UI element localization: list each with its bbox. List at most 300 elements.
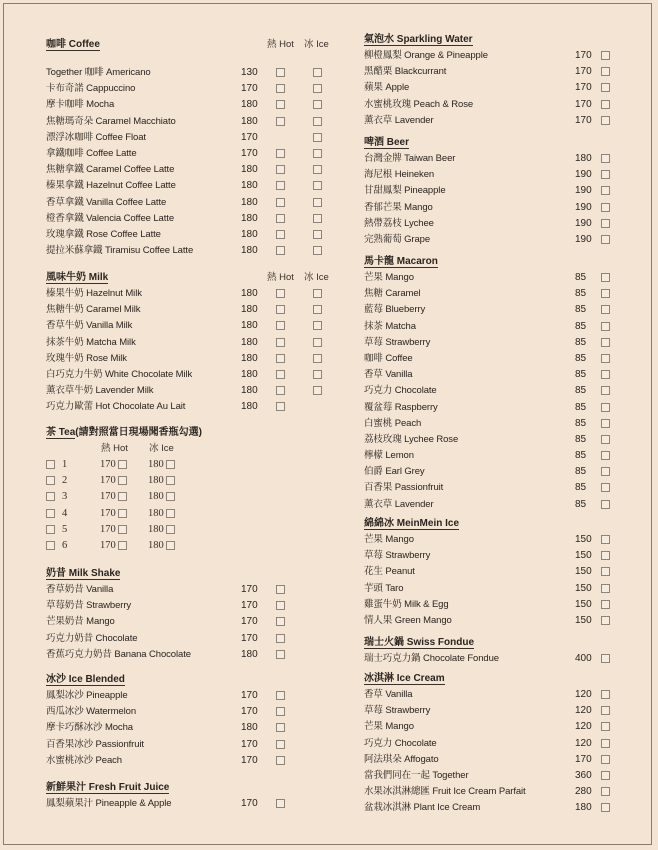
menu-item-row — [46, 737, 336, 753]
item-name: 水果冰淇淋總匯 Fruit Ice Cream Parfait — [364, 786, 526, 798]
menu-item-row — [46, 631, 336, 647]
tea-ice-price: 180 — [148, 523, 164, 535]
item-name: 香草 Vanilla — [364, 689, 413, 700]
order-checkbox[interactable] — [601, 435, 610, 444]
order-checkbox[interactable] — [276, 756, 285, 765]
item-name: Together 咖啡 Americano — [46, 67, 151, 78]
order-checkbox[interactable] — [601, 567, 610, 576]
hot-checkbox[interactable] — [276, 181, 285, 190]
item-name: 鳳梨蘋果汁 Pineapple & Apple — [46, 798, 172, 809]
order-checkbox[interactable] — [276, 740, 285, 749]
item-name: 西瓜冰沙 Watermelon — [46, 706, 136, 718]
item-name: 香草拿鐵 Vanilla Coffee Latte — [46, 196, 167, 208]
hot-checkbox[interactable] — [276, 117, 285, 126]
order-checkbox[interactable] — [276, 634, 285, 643]
item-price: 170 — [241, 690, 258, 701]
tea-number: 4 — [62, 507, 68, 519]
tea-hot-price: 170 — [100, 539, 116, 551]
menu-item-row — [364, 113, 624, 129]
item-price: 170 — [575, 753, 592, 765]
tea-ice-checkbox[interactable] — [166, 476, 175, 485]
item-name: 摩卡咖啡 Mocha — [46, 99, 115, 111]
order-checkbox[interactable] — [601, 551, 610, 560]
menu-item-row — [364, 286, 624, 302]
menu-item-row — [46, 753, 336, 769]
item-price: 190 — [575, 185, 592, 197]
order-checkbox[interactable] — [601, 483, 610, 492]
item-price: 180 — [241, 385, 258, 397]
ice-checkbox[interactable] — [313, 338, 322, 347]
item-name: 草莓 Strawberry — [364, 550, 431, 562]
menu-item-row — [364, 351, 624, 367]
item-price: 85 — [575, 352, 587, 364]
order-checkbox[interactable] — [276, 799, 285, 808]
order-checkbox[interactable] — [601, 771, 610, 780]
macaron-title: 馬卡龍 Macaron — [364, 256, 438, 267]
item-price: 180 — [241, 180, 258, 192]
ice-checkbox[interactable] — [313, 181, 322, 190]
tea-ice-price: 180 — [148, 507, 164, 519]
order-checkbox[interactable] — [601, 722, 610, 731]
iceblended-list — [46, 688, 336, 769]
order-checkbox[interactable] — [276, 585, 285, 594]
item-name: 瑞士巧克力鍋 Chocolate Fondue — [364, 653, 499, 664]
hot-checkbox[interactable] — [276, 230, 285, 239]
menu-item-row — [46, 65, 336, 81]
tea-number: 2 — [62, 475, 68, 487]
order-checkbox[interactable] — [601, 616, 610, 625]
tea-hot-price: 170 — [100, 491, 116, 503]
menu-item-row — [46, 302, 336, 318]
ice-checkbox[interactable] — [313, 214, 322, 223]
item-name: 焦糖拿鐵 Caramel Coffee Latte — [46, 164, 175, 176]
ice-checkbox[interactable] — [313, 133, 322, 142]
milk-title: 風味牛奶 Milk — [46, 272, 109, 283]
menu-item-row — [46, 598, 336, 614]
order-checkbox[interactable] — [601, 273, 610, 282]
menu-item-row — [364, 151, 624, 167]
order-checkbox[interactable] — [601, 305, 610, 314]
order-checkbox[interactable] — [601, 170, 610, 179]
section-icecream — [364, 671, 624, 817]
beer-title: 啤酒 Beer — [364, 137, 410, 148]
order-checkbox[interactable] — [601, 203, 610, 212]
menu-item-row — [46, 162, 336, 178]
menu-item-row — [46, 146, 336, 162]
item-name: 薰衣草 Lavender — [364, 114, 434, 126]
item-price: 150 — [575, 614, 592, 626]
order-checkbox[interactable] — [601, 116, 610, 125]
section-milkshake — [46, 566, 336, 663]
item-price: 150 — [575, 598, 592, 610]
order-checkbox[interactable] — [601, 584, 610, 593]
order-checkbox[interactable] — [601, 706, 610, 715]
item-name: 橙香拿鐵 Valencia Coffee Latte — [46, 212, 175, 224]
order-checkbox[interactable] — [601, 451, 610, 460]
tea-note: (請對照當日現場聞香瓶勾選) — [75, 427, 202, 438]
hot-checkbox[interactable] — [276, 84, 285, 93]
order-checkbox[interactable] — [601, 370, 610, 379]
item-price: 150 — [575, 534, 592, 545]
tea-number: 5 — [62, 523, 68, 535]
tea-hot-checkbox[interactable] — [118, 509, 127, 518]
item-price: 180 — [241, 196, 258, 208]
icecream-title: 冰淇淋 Ice Cream — [364, 673, 445, 684]
hot-checkbox[interactable] — [276, 402, 285, 411]
item-name: 芒果 Mango — [364, 534, 414, 545]
item-name: 當我們同在一起 Together — [364, 769, 469, 781]
tea-ice-checkbox[interactable] — [166, 509, 175, 518]
item-name: 雞蛋牛奶 Milk & Egg — [364, 598, 449, 610]
item-name: 榛果牛奶 Hazelnut Milk — [46, 288, 142, 299]
item-name: 巧克力歐蕾 Hot Chocolate Au Lait — [46, 401, 186, 413]
hot-checkbox[interactable] — [276, 321, 285, 330]
tea-number: 6 — [62, 539, 68, 551]
order-checkbox[interactable] — [601, 600, 610, 609]
icecream-list — [364, 687, 624, 817]
menu-item-row — [46, 97, 336, 113]
item-price: 170 — [241, 83, 258, 95]
item-name: 摩卡巧酥冰沙 Mocha — [46, 722, 133, 734]
item-price: 170 — [241, 147, 258, 159]
item-price: 85 — [575, 336, 587, 348]
item-price: 180 — [241, 648, 258, 660]
item-name: 巧克力 Chocolate — [364, 385, 437, 397]
juice-title: 新鮮果汁 Fresh Fruit Juice — [46, 782, 170, 793]
item-name: 巧克力奶昔 Chocolate — [46, 632, 138, 644]
menu-item-row — [46, 130, 336, 146]
ice-checkbox[interactable] — [313, 321, 322, 330]
order-checkbox[interactable] — [601, 100, 610, 109]
section-title — [364, 516, 624, 532]
ice-checkbox[interactable] — [313, 246, 322, 255]
item-name: 薰衣草 Lavender — [364, 498, 434, 510]
ice-checkbox[interactable] — [313, 149, 322, 158]
item-name: 提拉米蘇拿鐵 Tiramisu Coffee Latte — [46, 245, 194, 257]
order-checkbox[interactable] — [601, 403, 610, 412]
item-price: 130 — [241, 67, 258, 78]
ice-checkbox[interactable] — [313, 84, 322, 93]
tea-select-checkbox[interactable] — [46, 460, 55, 469]
tea-hot-price: 170 — [100, 523, 116, 535]
item-price: 170 — [241, 754, 258, 766]
item-name: 花生 Peanut — [364, 566, 415, 578]
menu-item-row — [364, 497, 624, 513]
menu-item-row — [46, 796, 336, 812]
order-checkbox[interactable] — [601, 803, 610, 812]
hot-checkbox[interactable] — [276, 149, 285, 158]
menu-item-row — [364, 302, 624, 318]
item-name: 玫瑰拿鐵 Rose Coffee Latte — [46, 228, 161, 240]
ice-column-header: 冰 Ice — [149, 443, 174, 454]
ice-checkbox[interactable] — [313, 165, 322, 174]
item-name: 白蜜桃 Peach — [364, 417, 422, 429]
item-price: 85 — [575, 417, 587, 429]
item-name: 焦糖牛奶 Caramel Milk — [46, 304, 141, 316]
tea-number: 1 — [62, 459, 68, 470]
ice-checkbox[interactable] — [313, 230, 322, 239]
order-checkbox[interactable] — [276, 601, 285, 610]
order-checkbox[interactable] — [601, 739, 610, 748]
menu-item-row — [46, 286, 336, 302]
section-juice — [46, 780, 336, 812]
section-tea — [46, 425, 336, 554]
order-checkbox[interactable] — [601, 322, 610, 331]
menu-item-row — [364, 703, 624, 719]
menu-item-row — [46, 582, 336, 598]
tea-select-checkbox[interactable] — [46, 541, 55, 550]
item-price: 180 — [575, 802, 592, 814]
hot-checkbox[interactable] — [276, 198, 285, 207]
item-price: 180 — [241, 336, 258, 348]
item-price: 170 — [241, 706, 258, 718]
item-name: 焦糖瑪奇朵 Caramel Macchiato — [46, 115, 176, 127]
item-price: 170 — [241, 738, 258, 750]
order-checkbox[interactable] — [601, 289, 610, 298]
item-price: 180 — [241, 352, 258, 364]
item-price: 85 — [575, 288, 587, 300]
order-checkbox[interactable] — [601, 690, 610, 699]
tea-hot-checkbox[interactable] — [118, 492, 127, 501]
tea-ice-checkbox[interactable] — [166, 492, 175, 501]
order-checkbox[interactable] — [601, 67, 610, 76]
menu-item-row — [46, 351, 336, 367]
tea-row — [46, 457, 336, 473]
beer-list — [364, 151, 624, 248]
item-name: 拿鐵咖啡 Coffee Latte — [46, 147, 137, 159]
item-price: 180 — [575, 153, 592, 164]
hot-checkbox[interactable] — [276, 289, 285, 298]
item-name: 檸檬 Lemon — [364, 450, 414, 462]
item-price: 85 — [575, 272, 587, 283]
ice-checkbox[interactable] — [313, 68, 322, 77]
hot-checkbox[interactable] — [276, 354, 285, 363]
tea-ice-checkbox[interactable] — [166, 525, 175, 534]
item-name: 荔枝玫瑰 Lychee Rose — [364, 433, 459, 445]
item-price: 85 — [575, 385, 587, 397]
menu-item-row — [46, 114, 336, 130]
item-price: 170 — [241, 131, 258, 143]
order-checkbox[interactable] — [601, 186, 610, 195]
item-price: 85 — [575, 401, 587, 413]
item-price: 180 — [241, 212, 258, 224]
tea-ice-price: 180 — [148, 475, 164, 487]
menu-item-row — [364, 800, 624, 816]
item-name: 水蜜桃冰沙 Peach — [46, 754, 122, 766]
item-name: 鳳梨冰沙 Pineapple — [46, 690, 128, 701]
section-fondue — [364, 635, 624, 667]
hot-checkbox[interactable] — [276, 338, 285, 347]
item-price: 170 — [575, 50, 592, 61]
ice-checkbox[interactable] — [313, 289, 322, 298]
menu-item-row — [364, 613, 624, 629]
order-checkbox[interactable] — [601, 535, 610, 544]
tea-ice-price: 180 — [148, 459, 164, 470]
item-name: 甘甜鳳梨 Pineapple — [364, 185, 446, 197]
tea-hot-price: 170 — [100, 459, 116, 470]
order-checkbox[interactable] — [276, 691, 285, 700]
ice-checkbox[interactable] — [313, 370, 322, 379]
tea-select-checkbox[interactable] — [46, 509, 55, 518]
menu-item-row — [364, 432, 624, 448]
milkshake-title: 奶昔 Milk Shake — [46, 568, 121, 579]
item-name: 阿法琪朵 Affogato — [364, 753, 439, 765]
section-milk — [46, 270, 336, 416]
item-price: 400 — [575, 653, 592, 664]
item-price: 180 — [241, 99, 258, 111]
menu-item-row — [364, 64, 624, 80]
item-price: 170 — [241, 798, 258, 809]
hot-checkbox[interactable] — [276, 305, 285, 314]
item-price: 85 — [575, 482, 587, 494]
hot-checkbox[interactable] — [276, 386, 285, 395]
item-price: 170 — [241, 632, 258, 644]
order-checkbox[interactable] — [601, 235, 610, 244]
menu-item-row — [364, 581, 624, 597]
item-price: 170 — [575, 82, 592, 94]
item-price: 150 — [575, 566, 592, 578]
order-checkbox[interactable] — [601, 354, 610, 363]
menu-item-row — [364, 319, 624, 335]
item-price: 190 — [575, 233, 592, 245]
meinmein-title: 綿綿冰 MeinMein Ice — [364, 518, 460, 529]
tea-list — [46, 457, 336, 554]
section-title — [46, 566, 336, 582]
hot-checkbox[interactable] — [276, 165, 285, 174]
menu-item-row — [46, 704, 336, 720]
item-name: 香蕉巧克力奶昔 Banana Chocolate — [46, 648, 191, 660]
order-checkbox[interactable] — [276, 650, 285, 659]
tea-hot-checkbox[interactable] — [118, 476, 127, 485]
menu-item-row — [364, 564, 624, 580]
order-checkbox[interactable] — [601, 338, 610, 347]
item-price: 180 — [241, 320, 258, 332]
tea-column-headers — [46, 441, 336, 457]
order-checkbox[interactable] — [601, 154, 610, 163]
order-checkbox[interactable] — [601, 654, 610, 663]
item-name: 盆栽冰淇淋 Plant Ice Cream — [364, 802, 481, 814]
item-price: 150 — [575, 582, 592, 594]
item-price: 180 — [241, 722, 258, 734]
item-name: 芋頭 Taro — [364, 582, 404, 594]
order-checkbox[interactable] — [601, 755, 610, 764]
section-title — [46, 37, 336, 53]
section-meinmein — [364, 516, 624, 629]
item-name: 香郁芒果 Mango — [364, 201, 433, 213]
item-name: 抹茶 Matcha — [364, 320, 416, 332]
hot-column-header: 熱 Hot — [101, 443, 128, 454]
tea-ice-price: 180 — [148, 491, 164, 503]
menu-item-row — [46, 81, 336, 97]
item-name: 白巧克力牛奶 White Chocolate Milk — [46, 368, 193, 380]
menu-item-row — [364, 719, 624, 735]
item-name: 水蜜桃玫瑰 Peach & Rose — [364, 98, 474, 110]
item-price: 180 — [241, 288, 258, 299]
menu-item-row — [46, 383, 336, 399]
item-name: 覆盆莓 Raspberry — [364, 401, 438, 413]
coffee-list — [46, 65, 336, 259]
tea-hot-price: 170 — [100, 507, 116, 519]
macaron-list — [364, 270, 624, 513]
menu-item-row — [46, 178, 336, 194]
order-checkbox[interactable] — [601, 419, 610, 428]
item-price: 180 — [241, 401, 258, 413]
order-checkbox[interactable] — [276, 707, 285, 716]
item-name: 香草 Vanilla — [364, 369, 413, 381]
tea-ice-checkbox[interactable] — [166, 460, 175, 469]
tea-select-checkbox[interactable] — [46, 525, 55, 534]
ice-checkbox[interactable] — [313, 354, 322, 363]
item-price: 170 — [241, 600, 258, 612]
tea-hot-checkbox[interactable] — [118, 460, 127, 469]
order-checkbox[interactable] — [601, 83, 610, 92]
sparkling-title: 氣泡水 Sparkling Water — [364, 34, 473, 45]
menu-item-row — [46, 227, 336, 243]
tea-hot-checkbox[interactable] — [118, 525, 127, 534]
item-price: 180 — [241, 115, 258, 127]
ice-checkbox[interactable] — [313, 305, 322, 314]
ice-checkbox[interactable] — [313, 117, 322, 126]
fondue-title: 瑞士火鍋 Swiss Fondue — [364, 637, 475, 648]
tea-row — [46, 506, 336, 522]
order-checkbox[interactable] — [601, 467, 610, 476]
item-name: 草莓 Strawberry — [364, 336, 431, 348]
tea-hot-checkbox[interactable] — [118, 541, 127, 550]
ice-checkbox[interactable] — [313, 386, 322, 395]
hot-checkbox[interactable] — [276, 214, 285, 223]
order-checkbox[interactable] — [276, 723, 285, 732]
section-title — [364, 671, 624, 687]
menu-item-row — [364, 548, 624, 564]
hot-checkbox[interactable] — [276, 246, 285, 255]
item-name: 情人果 Green Mango — [364, 614, 452, 626]
fondue-list — [364, 651, 624, 667]
tea-row — [46, 522, 336, 538]
sparkling-list — [364, 48, 624, 129]
order-checkbox[interactable] — [601, 219, 610, 228]
section-beer — [364, 135, 624, 248]
menu-item-row — [364, 784, 624, 800]
menu-item-row — [364, 216, 624, 232]
order-checkbox[interactable] — [276, 617, 285, 626]
hot-checkbox[interactable] — [276, 100, 285, 109]
hot-checkbox[interactable] — [276, 370, 285, 379]
tea-ice-checkbox[interactable] — [166, 541, 175, 550]
item-price: 170 — [575, 66, 592, 78]
hot-checkbox[interactable] — [276, 68, 285, 77]
order-checkbox[interactable] — [601, 787, 610, 796]
menu-item-row — [46, 335, 336, 351]
menu-item-row — [364, 167, 624, 183]
ice-checkbox[interactable] — [313, 198, 322, 207]
item-name: 藍莓 Blueberry — [364, 304, 426, 316]
item-name: 抹茶牛奶 Matcha Milk — [46, 336, 136, 348]
order-checkbox[interactable] — [601, 386, 610, 395]
tea-select-checkbox[interactable] — [46, 492, 55, 501]
item-name: 香草奶昔 Vanilla — [46, 584, 114, 595]
item-price: 120 — [575, 705, 592, 717]
coffee-title: 咖啡 Coffee — [46, 39, 100, 50]
item-name: 芒果 Mango — [364, 721, 414, 733]
item-price: 180 — [241, 304, 258, 316]
menu-item-row — [364, 270, 624, 286]
item-price: 120 — [575, 689, 592, 700]
ice-checkbox[interactable] — [313, 100, 322, 109]
tea-select-checkbox[interactable] — [46, 476, 55, 485]
order-checkbox[interactable] — [601, 51, 610, 60]
hot-column-header: 熱 Hot — [267, 272, 294, 283]
order-checkbox[interactable] — [601, 500, 610, 509]
